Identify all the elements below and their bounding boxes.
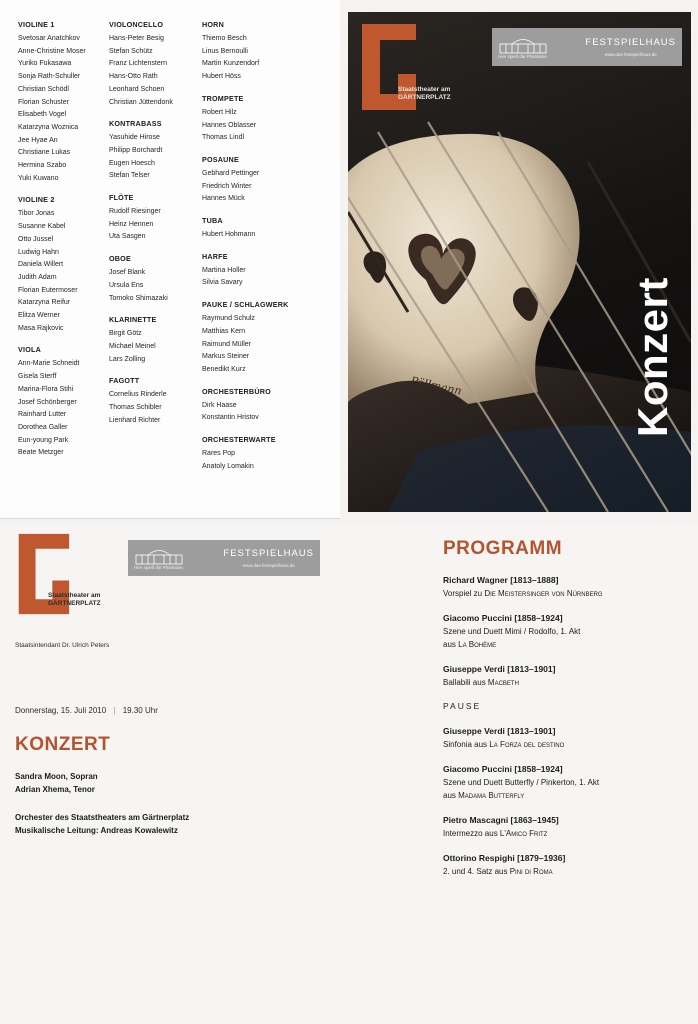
work-line-2: [443, 638, 693, 651]
program-spread: [0, 524, 698, 1024]
theater-name-line2: GÄRTNERPLATZ: [398, 94, 451, 101]
musician-name: Hans-Otto Rath: [109, 73, 158, 81]
musician-name: Yasuhide Hirose: [109, 134, 160, 142]
work-text: Intermezzo aus: [443, 829, 500, 838]
musician-name: Beate Metzger: [18, 449, 64, 457]
cover-page: [348, 12, 691, 512]
musician-name: Judith Adam: [18, 273, 57, 281]
work: [443, 625, 693, 638]
musician-name: Svetosar Anatchkov: [18, 35, 80, 42]
musician-name: Linus Bernoulli: [202, 47, 248, 55]
musician-name: Michael Meinel: [109, 342, 156, 350]
musician-name: Lars Zolling: [109, 355, 146, 363]
musician-name: Tibor Jonas: [18, 210, 55, 218]
musician-name: Thiemo Besch: [202, 35, 247, 42]
musician-name: Benedikt Kurz: [202, 365, 246, 373]
musician-name: Eun-young Park: [18, 436, 69, 444]
work: [443, 827, 693, 840]
musician-name: Robert Hilz: [202, 108, 237, 116]
work-title: Macbeth: [487, 678, 519, 687]
festspielhaus-title: FESTSPIELHAUS: [223, 548, 314, 559]
musician-name: Christiane Lukas: [18, 149, 71, 157]
festspielhaus-box: [492, 28, 682, 66]
festspielhaus-box: [128, 540, 320, 576]
festspielhaus-building-icon: [498, 36, 548, 54]
musician-name: Hans-Peter Besig: [109, 35, 164, 42]
section-heading: TUBA: [202, 216, 223, 226]
cover-title: Konzert: [629, 277, 676, 437]
work: [443, 776, 693, 789]
musician-name: Ann-Marie Schneidt: [18, 360, 80, 368]
orchestra-name: Orchester des Staatstheaters am Gärtnerplatz: [15, 813, 190, 822]
programm-item: [443, 814, 693, 840]
composer: Giacomo Puccini [1858–1924]: [443, 764, 563, 774]
work-text: 2. und 4. Satz aus: [443, 867, 510, 876]
musician-section: [202, 20, 289, 84]
work: [443, 738, 693, 751]
musician-name: Konstantin Hristov: [202, 414, 259, 422]
musician-name: Philipp Borchardt: [109, 146, 163, 154]
musician-name: Hubert Höss: [202, 73, 241, 81]
section-heading: KLARINETTE: [109, 315, 157, 325]
musician-name: Hannes Mück: [202, 195, 245, 203]
event-title: KONZERT: [15, 734, 111, 755]
musician-name: Matthias Kern: [202, 327, 246, 335]
musician-name: Yuriko Fukasawa: [18, 60, 72, 68]
musician-section: [202, 435, 289, 473]
composer: Pietro Mascagni [1863–1945]: [443, 815, 559, 825]
work: [443, 676, 693, 689]
musician-name: Franz Lichtenstern: [109, 60, 167, 68]
work-text: aus: [443, 640, 459, 649]
soloist-2: Adrian Xhema, Tenor: [15, 785, 95, 794]
programm-heading: PROGRAMM: [443, 538, 563, 559]
work-title: Pini di Roma: [509, 867, 553, 876]
musician-name: Uta Sasgen: [109, 233, 146, 241]
svg-text:Pöllmann: Pöllmann: [409, 374, 463, 398]
programm-list: [443, 574, 693, 890]
work-title: L'Amico Fritz: [499, 829, 548, 838]
musician-list-page: [0, 0, 340, 519]
musician-name: Stefan Telser: [109, 172, 150, 180]
orchestra-info: [15, 811, 189, 837]
musician-name: Martin Kunzendorf: [202, 60, 260, 68]
work: [443, 587, 693, 600]
work-text: aus: [443, 791, 459, 800]
section-heading: OBOE: [109, 254, 131, 264]
section-heading: ORCHESTERBÜRO: [202, 386, 271, 396]
work-text: Szene und Duett Mimi / Rodolfo, 1. Akt: [443, 627, 581, 636]
programm-part-1: [443, 574, 693, 689]
musician-name: Rudolf Riesinger: [109, 208, 161, 216]
musician-section: [109, 119, 173, 183]
musician-name: Florian Schuster: [18, 98, 69, 106]
musician-name: Katarzyna Woznica: [18, 123, 79, 131]
event-date: Donnerstag, 15. Juli 2010: [15, 706, 107, 715]
programm-item: [443, 763, 693, 802]
musician-name: Otto Jussel: [18, 235, 54, 243]
musician-name: Raymund Schulz: [202, 315, 255, 323]
work-line-2: [443, 789, 693, 802]
festspielhaus-url: www.das-festspielhaus.de: [604, 52, 657, 57]
work-title: Madama Butterfly: [458, 791, 525, 800]
composer: Ottorino Respighi [1879–1936]: [443, 853, 566, 863]
section-heading: HORN: [202, 20, 224, 29]
programm-item: [443, 852, 693, 878]
musician-name: Josef Blank: [109, 269, 146, 277]
intendant-line: Staatsintendant Dr. Ulrich Peters: [15, 642, 110, 649]
work-text: Ballabili aus: [443, 678, 488, 687]
conductor-line: Musikalische Leitung: Andreas Kowalewitz: [15, 826, 178, 835]
musician-name: Ursula Ens: [109, 281, 144, 289]
work-text: Sinfonia aus: [443, 740, 490, 749]
musician-name: Gisela Sterff: [18, 373, 57, 381]
musician-name: Rares Pop: [202, 450, 236, 458]
musician-name: Cornelius Rinderle: [109, 391, 167, 399]
musician-section: [18, 345, 86, 460]
festspielhaus-building-icon: [134, 547, 184, 565]
musician-name: Jee Hyae An: [18, 136, 58, 144]
musician-name: Silvia Savary: [202, 279, 243, 287]
musician-name: Hermina Szabo: [18, 162, 67, 170]
musician-name: Katarzyna Reifur: [18, 299, 71, 307]
musician-name: Birgit Götz: [109, 330, 142, 338]
theater-name-line2: GÄRTNERPLATZ: [48, 600, 101, 607]
musician-name: Eugen Hoesch: [109, 159, 155, 167]
festspielhaus-tagline: Hier spielt die Phantasie.: [498, 53, 548, 59]
musician-section: [202, 155, 289, 206]
musician-name: Hannes Oblasser: [202, 121, 257, 129]
programm-item: [443, 663, 693, 689]
musician-section: [202, 300, 289, 377]
musician-name: Josef Schönberger: [18, 398, 77, 406]
musician-name: Christian Jüttendonk: [109, 98, 173, 106]
theater-name: [398, 86, 451, 102]
work-title: Die Meistersinger von Nürnberg: [484, 589, 603, 598]
musician-name: Sonja Rath-Schuller: [18, 73, 81, 81]
musician-name: Yuki Kuwano: [18, 174, 59, 182]
musician-name: Thomas Schibler: [109, 404, 162, 412]
musician-name: Markus Steiner: [202, 353, 250, 361]
musician-name: Dirk Haase: [202, 401, 237, 409]
programm-part-2: [443, 725, 693, 878]
pause-label: PAUSE: [443, 701, 482, 711]
musician-name: Christian Schödl: [18, 85, 69, 93]
musician-section: [202, 387, 289, 425]
theater-name: [48, 592, 101, 608]
musician-name: Ludwig Hahn: [18, 248, 59, 256]
musician-name: Lienhard Richter: [109, 416, 161, 424]
theater-name-line1: Staatstheater am: [48, 592, 101, 599]
event-time: 19.30 Uhr: [122, 706, 158, 715]
musician-name: Stefan Schütz: [109, 47, 153, 55]
musician-name: Anne-Christine Moser: [18, 47, 86, 55]
programm-item: [443, 725, 693, 751]
musician-name: Heinz Hennen: [109, 220, 154, 228]
work-text: Vorspiel zu: [443, 589, 485, 598]
work-text: Szene und Duett Butterfly / Pinkerton, 1. Akt: [443, 778, 600, 787]
musician-section: [109, 315, 173, 366]
musician-name: Elisabeth Vogel: [18, 111, 67, 119]
musician-section: [18, 195, 86, 335]
festspielhaus-title: FESTSPIELHAUS: [585, 37, 676, 48]
musician-name: Florian Eutermoser: [18, 286, 78, 294]
musician-name: Martina Holler: [202, 266, 246, 274]
musician-name: Elitza Werner: [18, 312, 60, 320]
musician-name: Marina-Flora Stihi: [18, 385, 74, 393]
musician-name: Daniela Willert: [18, 261, 64, 269]
festspielhaus-tagline: Hier spielt die Phantasie.: [134, 564, 184, 570]
musician-name: Masa Rajkovic: [18, 324, 64, 332]
musician-section: [109, 193, 173, 244]
section-heading: HARFE: [202, 251, 228, 261]
musician-name: Anatoly Lomakin: [202, 462, 254, 470]
section-heading: FAGOTT: [109, 376, 140, 386]
composer: Giuseppe Verdi [1813–1901]: [443, 664, 556, 674]
section-heading: PAUKE / SCHLAGWERK: [202, 300, 289, 310]
musician-column-2: [109, 20, 173, 437]
musician-section: [202, 94, 289, 145]
composer: Richard Wagner [1813–1888]: [443, 575, 559, 585]
work-title: La Forza del destino: [489, 740, 565, 749]
musician-name: Raimund Müller: [202, 340, 252, 348]
musician-name: Hubert Hohmann: [202, 231, 256, 239]
musician-name: Friedrich Winter: [202, 182, 252, 190]
section-heading: VIOLINE 2: [18, 195, 55, 205]
musician-section: [109, 254, 173, 305]
musician-column-3: [202, 20, 289, 483]
soloist-1: Sandra Moon, Sopran: [15, 772, 98, 781]
musician-name: Gebhard Pettinger: [202, 169, 260, 177]
soloists: [15, 770, 98, 796]
musician-section: [18, 20, 86, 185]
programm-item: [443, 574, 693, 600]
musician-name: Dorothea Galler: [18, 423, 68, 431]
musician-column-1: [18, 20, 86, 470]
musician-section: [202, 216, 289, 242]
theater-name-line1: Staatstheater am: [398, 86, 451, 93]
event-datetime: [15, 706, 158, 715]
section-heading: TROMPETE: [202, 93, 244, 103]
section-heading: POSAUNE: [202, 154, 239, 164]
section-heading: ORCHESTERWARTE: [202, 435, 276, 445]
work-title: La Bohème: [458, 640, 497, 649]
musician-section: [202, 252, 289, 290]
date-separator: |: [113, 706, 116, 715]
musician-section: [109, 20, 173, 109]
musician-name: Rainhard Lutter: [18, 411, 67, 419]
programm-item: [443, 612, 693, 651]
section-heading: FLÖTE: [109, 193, 134, 203]
musician-name: Susanne Kabel: [18, 223, 66, 231]
section-heading: VIOLA: [18, 345, 41, 355]
section-heading: KONTRABASS: [109, 119, 162, 129]
musician-section: [109, 376, 173, 427]
musician-name: Thomas Lindl: [202, 134, 245, 142]
musician-name: Tomoko Shimazaki: [109, 294, 168, 302]
section-heading: VIOLINE 1: [18, 20, 55, 29]
work: [443, 865, 693, 878]
festspielhaus-url: www.das-festspielhaus.de: [242, 563, 295, 568]
musician-name: Leonhard Schoen: [109, 85, 165, 93]
section-heading: VIOLONCELLO: [109, 20, 164, 29]
composer: Giuseppe Verdi [1813–1901]: [443, 726, 556, 736]
composer: Giacomo Puccini [1858–1924]: [443, 613, 563, 623]
